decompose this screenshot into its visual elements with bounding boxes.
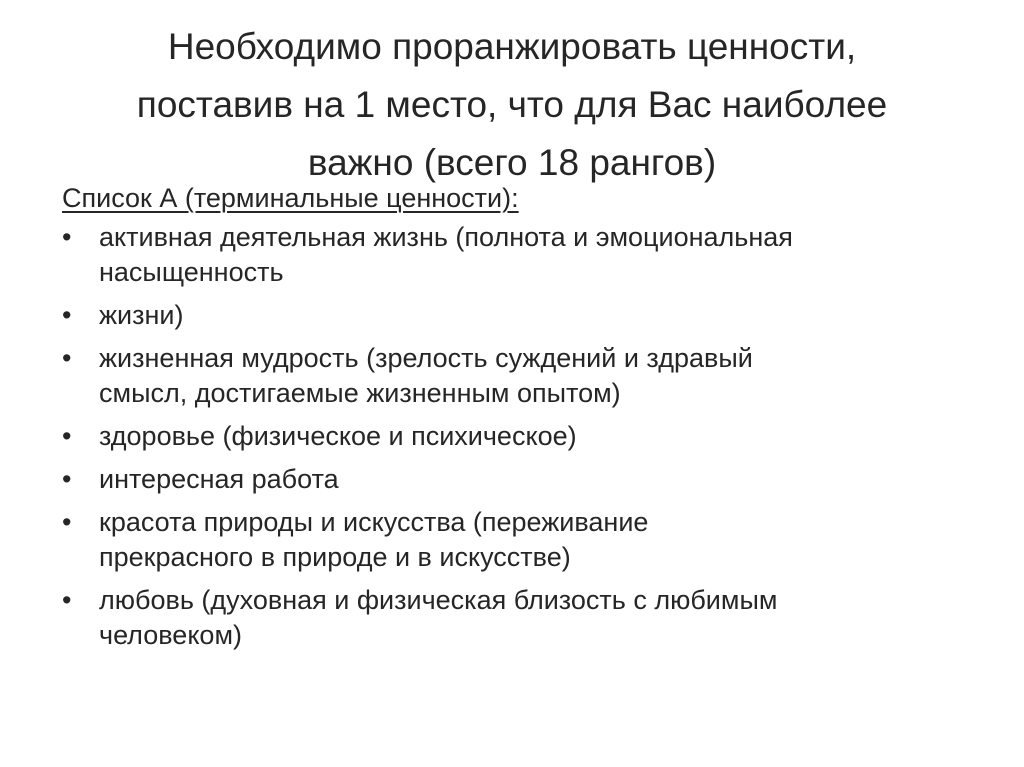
list-item [62, 419, 962, 454]
list-item [62, 298, 962, 333]
list-item-text [99, 298, 962, 333]
list-item-line: красота природы и искусства (переживание [99, 507, 649, 537]
title-line: важно (всего 18 рангов) [307, 142, 717, 183]
list-item-text [99, 341, 962, 411]
list-item-text [99, 419, 962, 454]
list-item-line: прекрасного в природе и в искусстве) [99, 542, 571, 572]
slide-title [60, 18, 964, 192]
list-item [62, 505, 962, 575]
bullet-icon: • [62, 507, 72, 537]
list-item-line: насыщенность [99, 257, 284, 287]
list-item-line: здоровье (физическое и психическое) [99, 421, 577, 451]
list-item-line: смысл, достигаемые жизненным опытом) [99, 378, 621, 408]
list-item-line: человеком) [99, 620, 243, 650]
title-line: Необходимо проранжировать ценности, [167, 26, 857, 67]
bullet-icon: • [62, 222, 72, 252]
list-item-line: любовь (духовная и физическая близость с любимым [99, 585, 778, 615]
list-item [62, 220, 962, 290]
title-line: поставив на 1 место, что для Вас наиболее [136, 84, 888, 125]
bullet-icon: • [62, 300, 72, 330]
list-item-text [99, 583, 962, 653]
list-item [62, 583, 962, 653]
list-item-line: интересная работа [99, 464, 339, 494]
values-list [62, 220, 962, 653]
list-item-text [99, 462, 962, 497]
bullet-icon: • [62, 421, 72, 451]
list-item-line: жизненная мудрость (зрелость суждений и здравый [99, 343, 753, 373]
slide-body [62, 180, 962, 661]
list-item [62, 462, 962, 497]
list-item-text [99, 505, 962, 575]
list-item [62, 341, 962, 411]
list-item-line: активная деятельная жизнь (полнота и эмоциональная [99, 222, 793, 252]
bullet-icon: • [62, 585, 72, 615]
list-heading: Список А (терминальные ценности): [62, 183, 519, 213]
bullet-icon: • [62, 464, 72, 494]
list-item-text [99, 220, 962, 290]
list-item-line: жизни) [99, 300, 184, 330]
bullet-icon: • [62, 343, 72, 373]
